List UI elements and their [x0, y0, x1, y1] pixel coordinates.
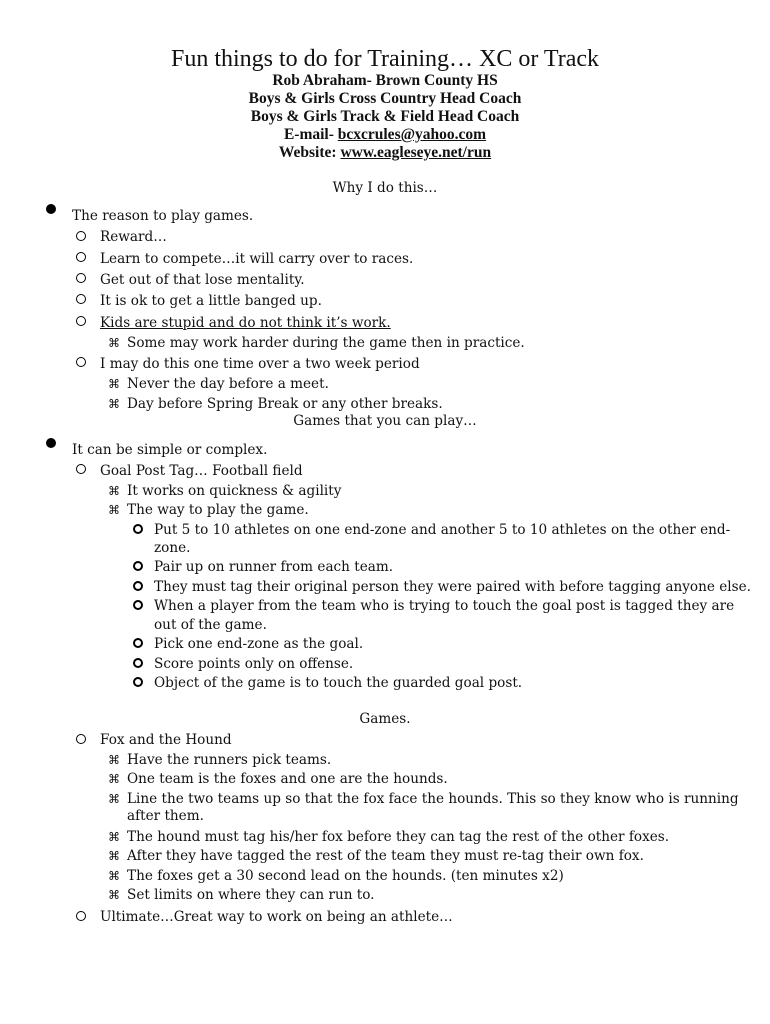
- outline-item-reward: Reward…: [100, 229, 167, 245]
- star-bullet-icon: ⌘: [108, 397, 120, 411]
- hollow-circle-icon: [76, 273, 86, 283]
- outline-item-fox-and-hound: Fox and the Hound: [100, 732, 232, 748]
- rule-line: Object of the game is to touch the guarded goal post.: [154, 675, 523, 691]
- star-bullet-icon: ⌘: [108, 869, 120, 883]
- outline-item-lose-mentality: Get out of that lose mentality.: [100, 272, 305, 288]
- author-line: Rob Abraham- Brown County HS: [272, 72, 498, 89]
- star-bullet-icon: ⌘: [108, 849, 120, 863]
- outline-subitem-meet: Never the day before a meet.: [127, 376, 329, 392]
- outline-item-reason: The reason to play games.: [72, 208, 254, 224]
- section-heading-games: Games.: [359, 711, 411, 727]
- hollow-circle-icon: [76, 294, 86, 304]
- star-bullet-icon: ⌘: [108, 830, 120, 844]
- star-bullet-icon: ⌘: [108, 772, 120, 786]
- outline-subitem-harder: Some may work harder during the game then in practice.: [127, 335, 525, 351]
- website-link[interactable]: www.eagleseye.net/run: [340, 144, 492, 161]
- rule-line: They must tag their original person they were paired with before tagging anyone else.: [154, 579, 751, 595]
- outline-subitem-fox: Line the two teams up so that the fox face the hounds. This so they know who is running: [127, 791, 739, 807]
- filled-bullet-icon: [46, 204, 56, 214]
- filled-bullet-icon: [46, 438, 56, 448]
- section-heading-games-you-can-play: Games that you can play…: [293, 413, 477, 429]
- bold-ring-icon: [133, 638, 143, 648]
- website-line: [0, 144, 770, 162]
- star-bullet-icon: ⌘: [108, 484, 120, 498]
- outline-item-kids: Kids are stupid and do not think it’s work.: [100, 315, 391, 331]
- bold-ring-icon: [133, 581, 143, 591]
- hollow-circle-icon: [76, 734, 86, 744]
- email-link[interactable]: bcxcrules@yahoo.com: [337, 126, 487, 143]
- hollow-circle-icon: [76, 252, 86, 262]
- outline-subitem-fox: One team is the foxes and one are the hounds.: [127, 771, 448, 787]
- bold-ring-icon: [133, 600, 143, 610]
- website-label: Website:: [278, 144, 341, 161]
- document-title: Fun things to do for Training… XC or Track: [170, 46, 600, 72]
- email-line: [0, 126, 770, 144]
- outline-item-compete: Learn to compete…it will carry over to races.: [100, 251, 414, 267]
- star-bullet-icon: ⌘: [108, 377, 120, 391]
- rule-line-continued: zone.: [154, 540, 191, 556]
- star-bullet-icon: ⌘: [108, 753, 120, 767]
- rule-line: Pick one end-zone as the goal.: [154, 636, 364, 652]
- outline-subitem-fox: After they have tagged the rest of the team they must re-tag their own fox.: [127, 848, 644, 864]
- outline-subitem-fox: The foxes get a 30 second lead on the hounds. (ten minutes x2): [127, 868, 564, 884]
- star-bullet-icon: ⌘: [108, 336, 120, 350]
- hollow-circle-icon: [76, 316, 86, 326]
- outline-item-goal-post-tag: Goal Post Tag… Football field: [100, 463, 303, 479]
- role-xc-line: Boys & Girls Cross Country Head Coach: [248, 90, 522, 107]
- star-bullet-icon: ⌘: [108, 888, 120, 902]
- bold-ring-icon: [133, 677, 143, 687]
- rule-line: Put 5 to 10 athletes on one end-zone and another 5 to 10 athletes on the other end-: [154, 522, 731, 538]
- email-label: E-mail-: [283, 126, 338, 143]
- section-heading-why: Why I do this…: [332, 180, 438, 196]
- rule-line-continued: out of the game.: [154, 617, 267, 633]
- star-bullet-icon: ⌘: [108, 503, 120, 517]
- hollow-circle-icon: [76, 357, 86, 367]
- bold-ring-icon: [133, 561, 143, 571]
- rule-line: Score points only on offense.: [154, 656, 354, 672]
- outline-subitem-fox: Have the runners pick teams.: [127, 752, 332, 768]
- outline-subitem-fox: The hound must tag his/her fox before they can tag the rest of the other foxes.: [127, 829, 670, 845]
- star-bullet-icon: ⌘: [108, 792, 120, 806]
- outline-subitem-fox: Set limits on where they can run to.: [127, 887, 375, 903]
- hollow-circle-icon: [76, 911, 86, 921]
- outline-item-ultimate: Ultimate…Great way to work on being an athlete…: [100, 909, 453, 925]
- bold-ring-icon: [133, 658, 143, 668]
- outline-subitem-quickness: It works on quickness & agility: [127, 483, 342, 499]
- outline-subitem-fox-continued: after them.: [127, 808, 204, 824]
- outline-item-period: I may do this one time over a two week period: [100, 356, 420, 372]
- rule-line: Pair up on runner from each team.: [154, 559, 394, 575]
- outline-item-simple: It can be simple or complex.: [72, 442, 268, 458]
- outline-subitem-break: Day before Spring Break or any other breaks.: [127, 396, 443, 412]
- hollow-circle-icon: [76, 231, 86, 241]
- outline-subitem-way-to-play: The way to play the game.: [127, 502, 309, 518]
- role-track-line: Boys & Girls Track & Field Head Coach: [250, 108, 520, 125]
- rule-line: When a player from the team who is trying to touch the goal post is tagged they are: [154, 598, 735, 614]
- hollow-circle-icon: [76, 464, 86, 474]
- outline-item-banged-up: It is ok to get a little banged up.: [100, 293, 322, 309]
- bold-ring-icon: [133, 524, 143, 534]
